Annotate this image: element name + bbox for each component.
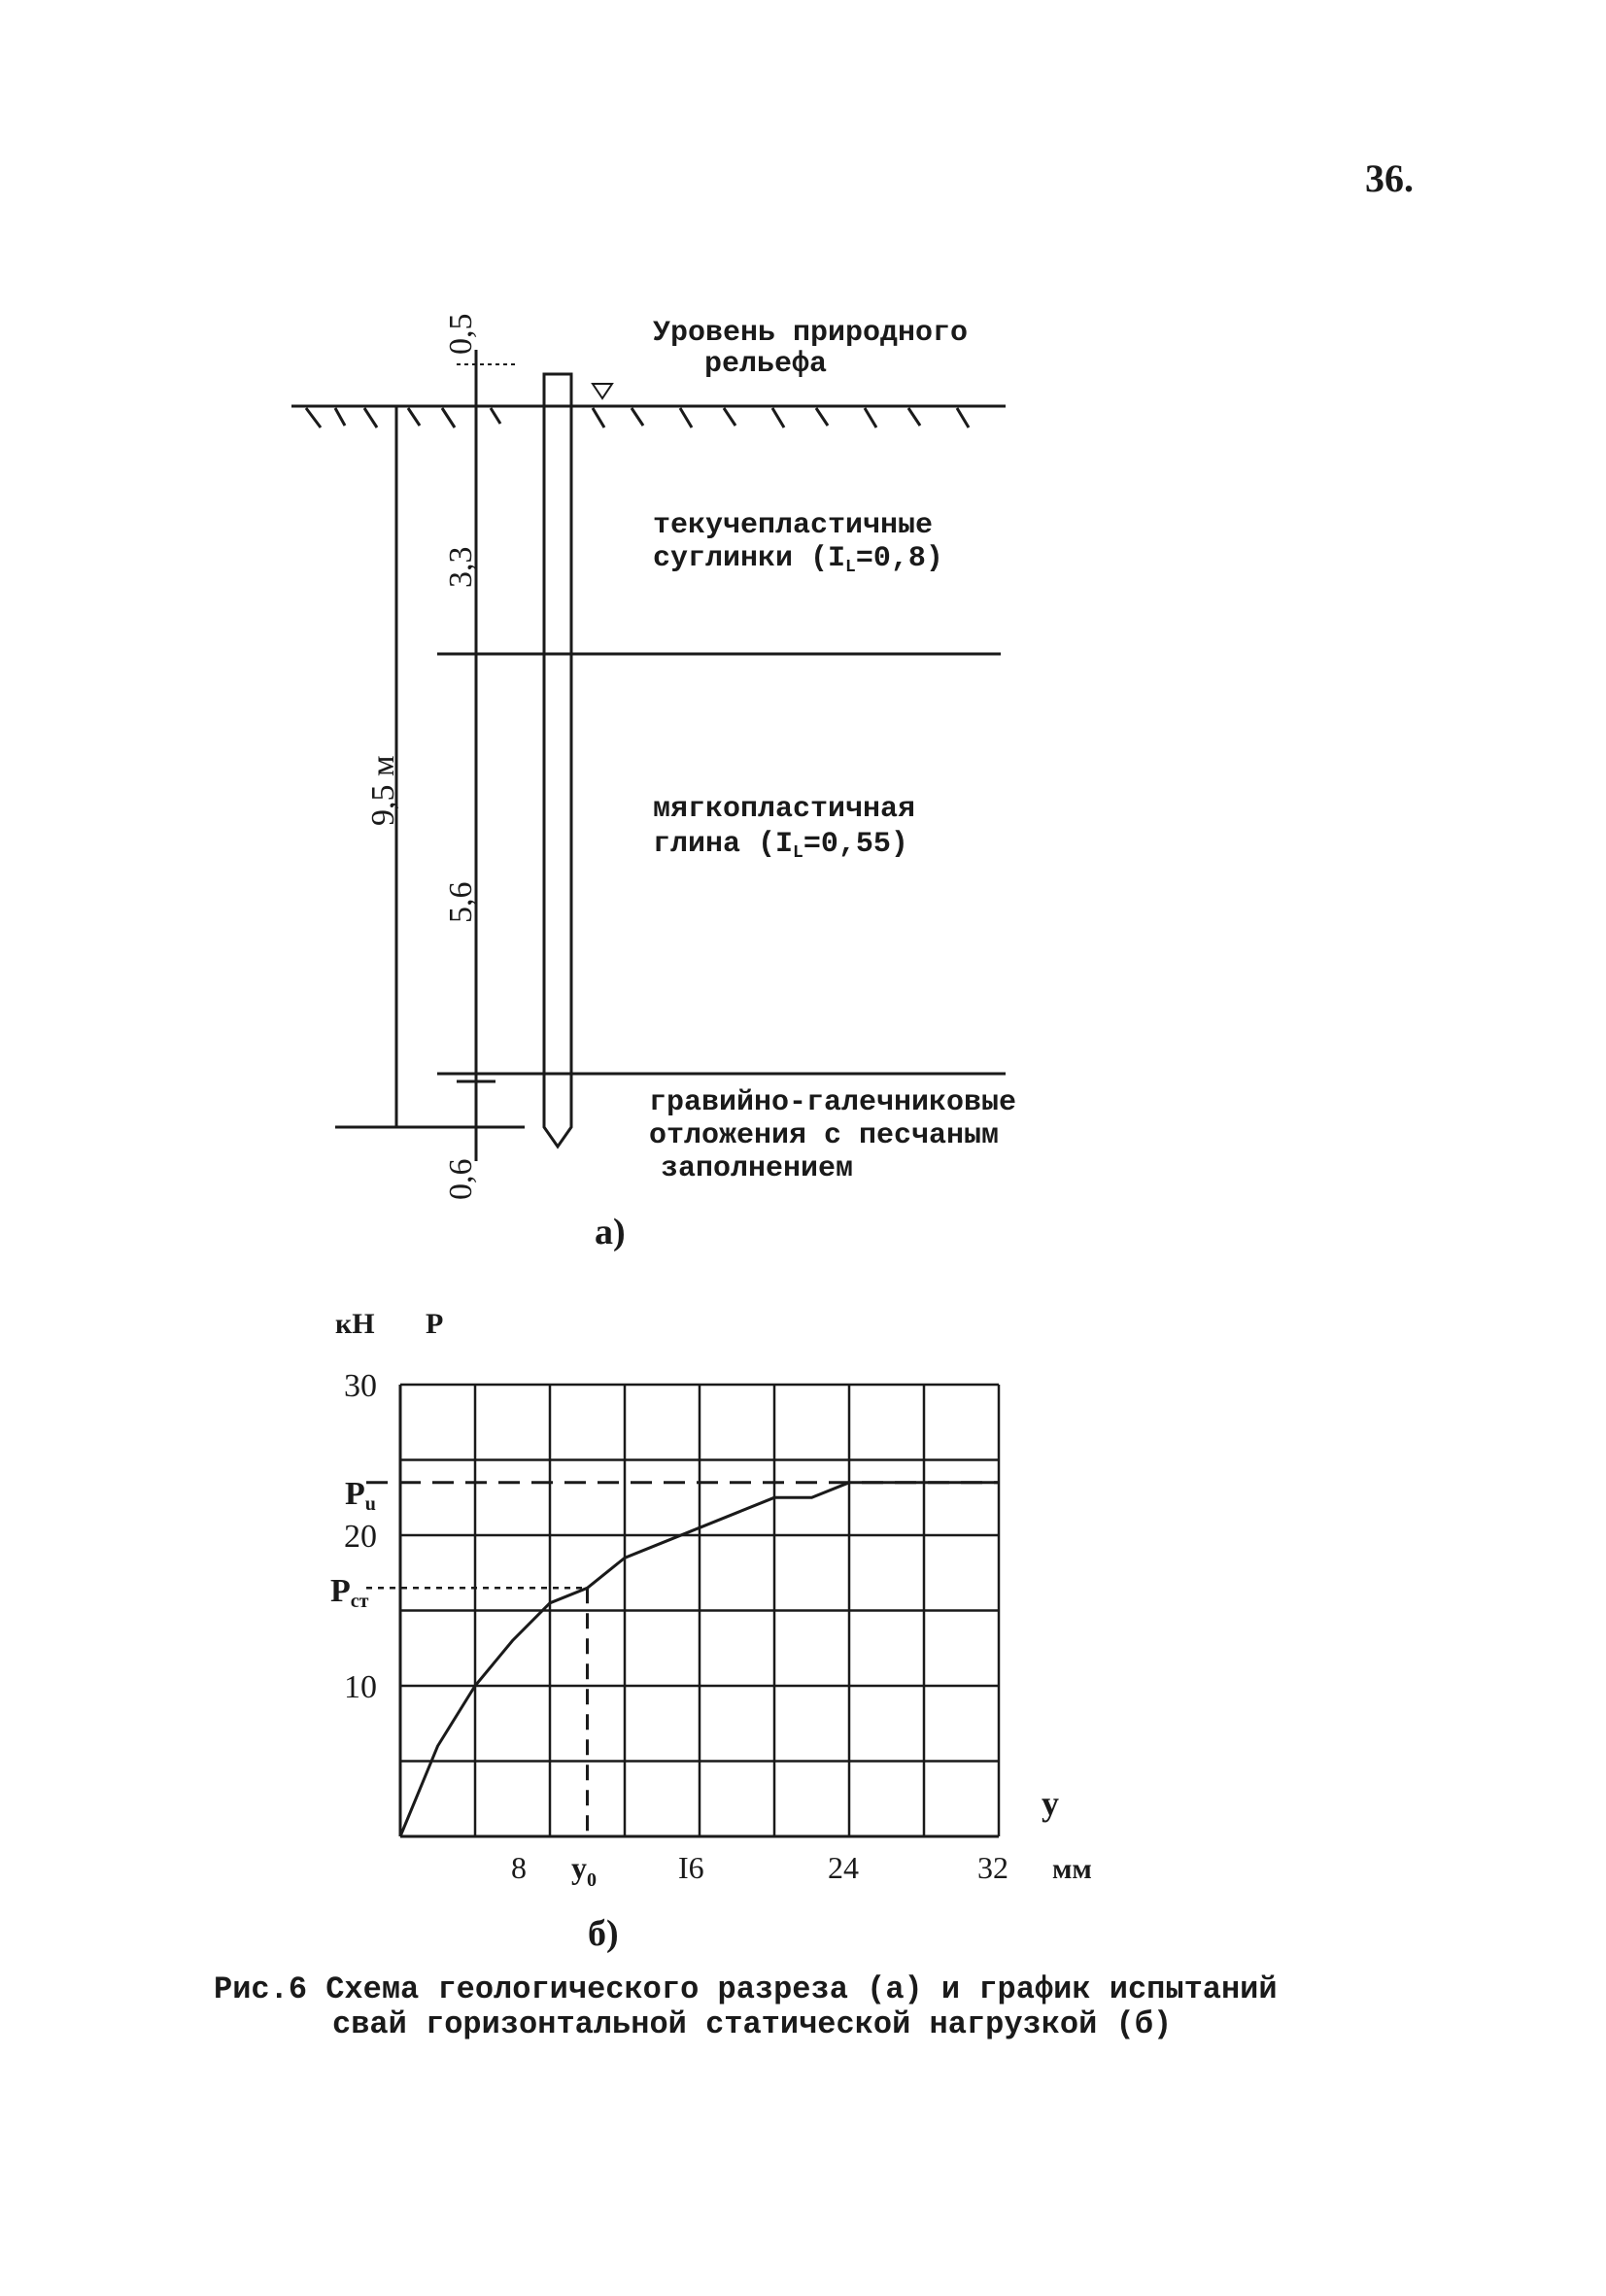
level-marker-icon (593, 384, 612, 398)
x-tick-label: 32 (977, 1850, 1008, 1885)
surface-label-2: рельефа (704, 348, 828, 381)
x-tick-label: 24 (828, 1850, 859, 1885)
figure-caption (214, 1972, 1438, 2042)
marker-y0: $у_0$ (571, 1850, 597, 1891)
caption-line-1: Рис.6 Схема геологического разреза (а) и график испытаний (214, 1971, 1278, 2007)
layer1-label-1: текучепластичные (653, 509, 934, 542)
marker-pu: Рu (345, 1476, 376, 1515)
y-axis-unit-label: кН (335, 1308, 375, 1340)
caption-line-2: свай горизонтальной статической нагрузкой (б) (332, 2006, 1173, 2042)
y-tick-label: 10 (344, 1669, 377, 1705)
layer3-label-2: отложения с песчаным (649, 1119, 1000, 1152)
x-axis-unit-label: мм (1052, 1853, 1092, 1885)
pile (544, 374, 571, 1147)
dim-bottom-label: 0,6 (443, 1158, 479, 1200)
ground-hatching (306, 408, 969, 428)
layer3-label-3: заполнением (661, 1152, 854, 1185)
chart-tick-labels (344, 1368, 1008, 1885)
load-curve (400, 1483, 999, 1836)
panel-a-label: а) (595, 1212, 626, 1252)
panel-b-label: б) (588, 1913, 619, 1954)
surface-label-1: Уровень природного (653, 317, 969, 350)
layer3-label-1: гравийно-галечниковые (649, 1086, 1017, 1119)
chart-grid (400, 1385, 999, 1836)
dim-total-label: 9,5 м (365, 755, 401, 826)
layer2-label-2: глина $(I_L=0,55)$ (653, 828, 908, 863)
x-tick-label: I6 (678, 1850, 704, 1885)
dim-layer2-label: 5,6 (443, 881, 479, 923)
y-tick-label: 20 (344, 1519, 377, 1555)
layer2-label-1: мягкопластичная (653, 793, 916, 826)
chart-reference-lines (366, 1483, 999, 1836)
dim-layer1-label: 3,3 (443, 546, 479, 588)
dim-top-label: 0,5 (443, 313, 479, 355)
layer1-label-2: суглинки $(I_L=0,8)$ (653, 542, 943, 577)
x-axis-label: у (1042, 1784, 1059, 1823)
marker-pst: Рст (330, 1573, 369, 1612)
x-tick-label: 8 (511, 1850, 527, 1885)
page-number: 36. (1365, 156, 1414, 200)
y-tick-label: 30 (344, 1368, 377, 1404)
y-axis-symbol: Р (426, 1308, 444, 1340)
